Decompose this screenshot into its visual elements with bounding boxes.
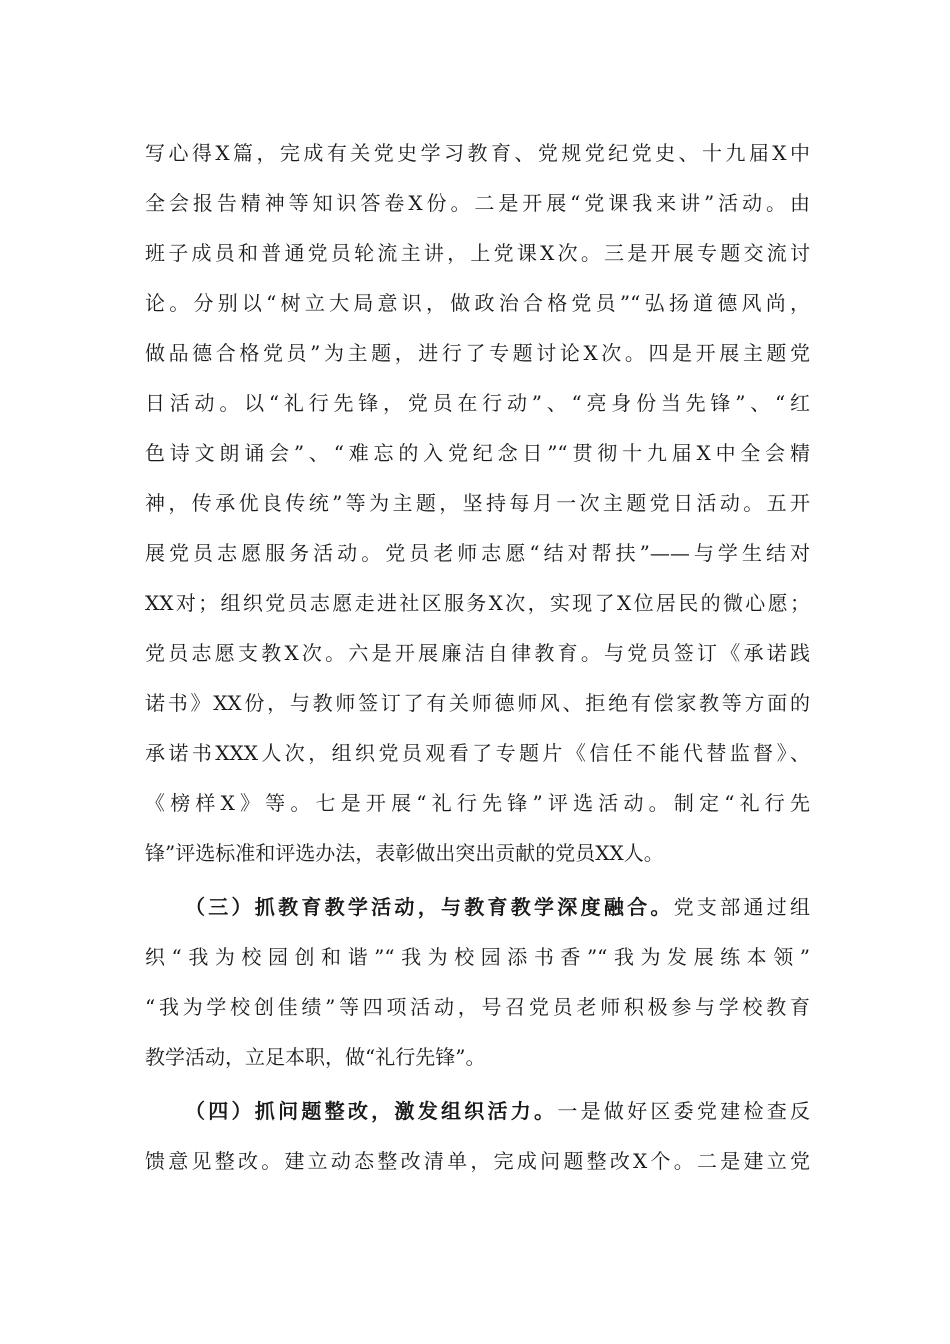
paragraph-line: 《榜样X》等。七是开展“礼行先锋”评选活动。制定“礼行先: [145, 791, 810, 815]
paragraph-line: 展党员志愿服务活动。党员老师志愿“结对帮扶”——与学生结对: [145, 541, 810, 565]
paragraph-line: 色诗文朗诵会”、“难忘的入党纪念日”“贯彻十九届X中全会精: [145, 441, 810, 465]
paragraph-problem-rectification: [145, 1086, 810, 1186]
paragraph-line: 班子成员和普通党员轮流主讲，上党课X次。三是开展专题交流讨: [145, 241, 810, 265]
section-heading: （四）抓问题整改，激发组织活力。: [185, 1099, 558, 1123]
paragraph-line: 写心得X篇，完成有关党史学习教育、党规党纪党史、十九届X中: [145, 141, 810, 165]
paragraph-line: 党员志愿支教X次。六是开展廉洁自律教育。与党员签订《承诺践: [145, 641, 810, 665]
section-heading: （三）抓教育教学活动，与教育教学深度融合。: [185, 895, 674, 919]
paragraph-line: 全会报告精神等知识答卷X份。二是开展“党课我来讲”活动。由: [145, 191, 810, 215]
paragraph-line: 教学活动，立足本职，做“礼行先锋”。: [145, 1045, 486, 1069]
paragraph-line: 承诺书XXX人次，组织党员观看了专题片《信任不能代替监督》、: [145, 741, 810, 765]
paragraph-line: 织“我为校园创和谐”“我为校园添书香”“我为发展练本领”: [145, 945, 810, 969]
paragraph-line: XX对；组织党员志愿走进社区服务X次，实现了X位居民的微心愿；: [145, 591, 810, 615]
paragraph-line: 论。分别以“树立大局意识，做政治合格党员”“弘扬道德风尚，: [145, 291, 810, 315]
paragraph-text: 党支部通过组: [673, 895, 810, 919]
paragraph-line: 做品德合格党员”为主题，进行了专题讨论X次。四是开展主题党: [145, 341, 810, 365]
paragraph-line: 馈意见整改。建立动态整改清单，完成问题整改X个。二是建立党: [145, 1149, 810, 1173]
paragraph-line: “我为学校创佳绩”等四项活动，号召党员老师积极参与学校教育: [145, 995, 810, 1019]
document-page: [145, 128, 810, 1186]
paragraph-line: 锋”评选标准和评选办法，表彰做出突出贡献的党员XX人。: [145, 841, 664, 865]
paragraph-first-line: [145, 1086, 810, 1136]
paragraph-line: 日活动。以“礼行先锋，党员在行动”、“亮身份当先锋”、“红: [145, 391, 810, 415]
paragraph-education-integration: [145, 882, 810, 1082]
paragraph-party-activities: [145, 128, 810, 878]
paragraph-text: 一是做好区委党建检查反: [557, 1099, 810, 1123]
paragraph-line: 诺书》XX份，与教师签订了有关师德师风、拒绝有偿家教等方面的: [145, 691, 810, 715]
paragraph-line: 神，传承优良传统”等为主题，坚持每月一次主题党日活动。五开: [145, 491, 810, 515]
paragraph-first-line: [145, 882, 810, 932]
